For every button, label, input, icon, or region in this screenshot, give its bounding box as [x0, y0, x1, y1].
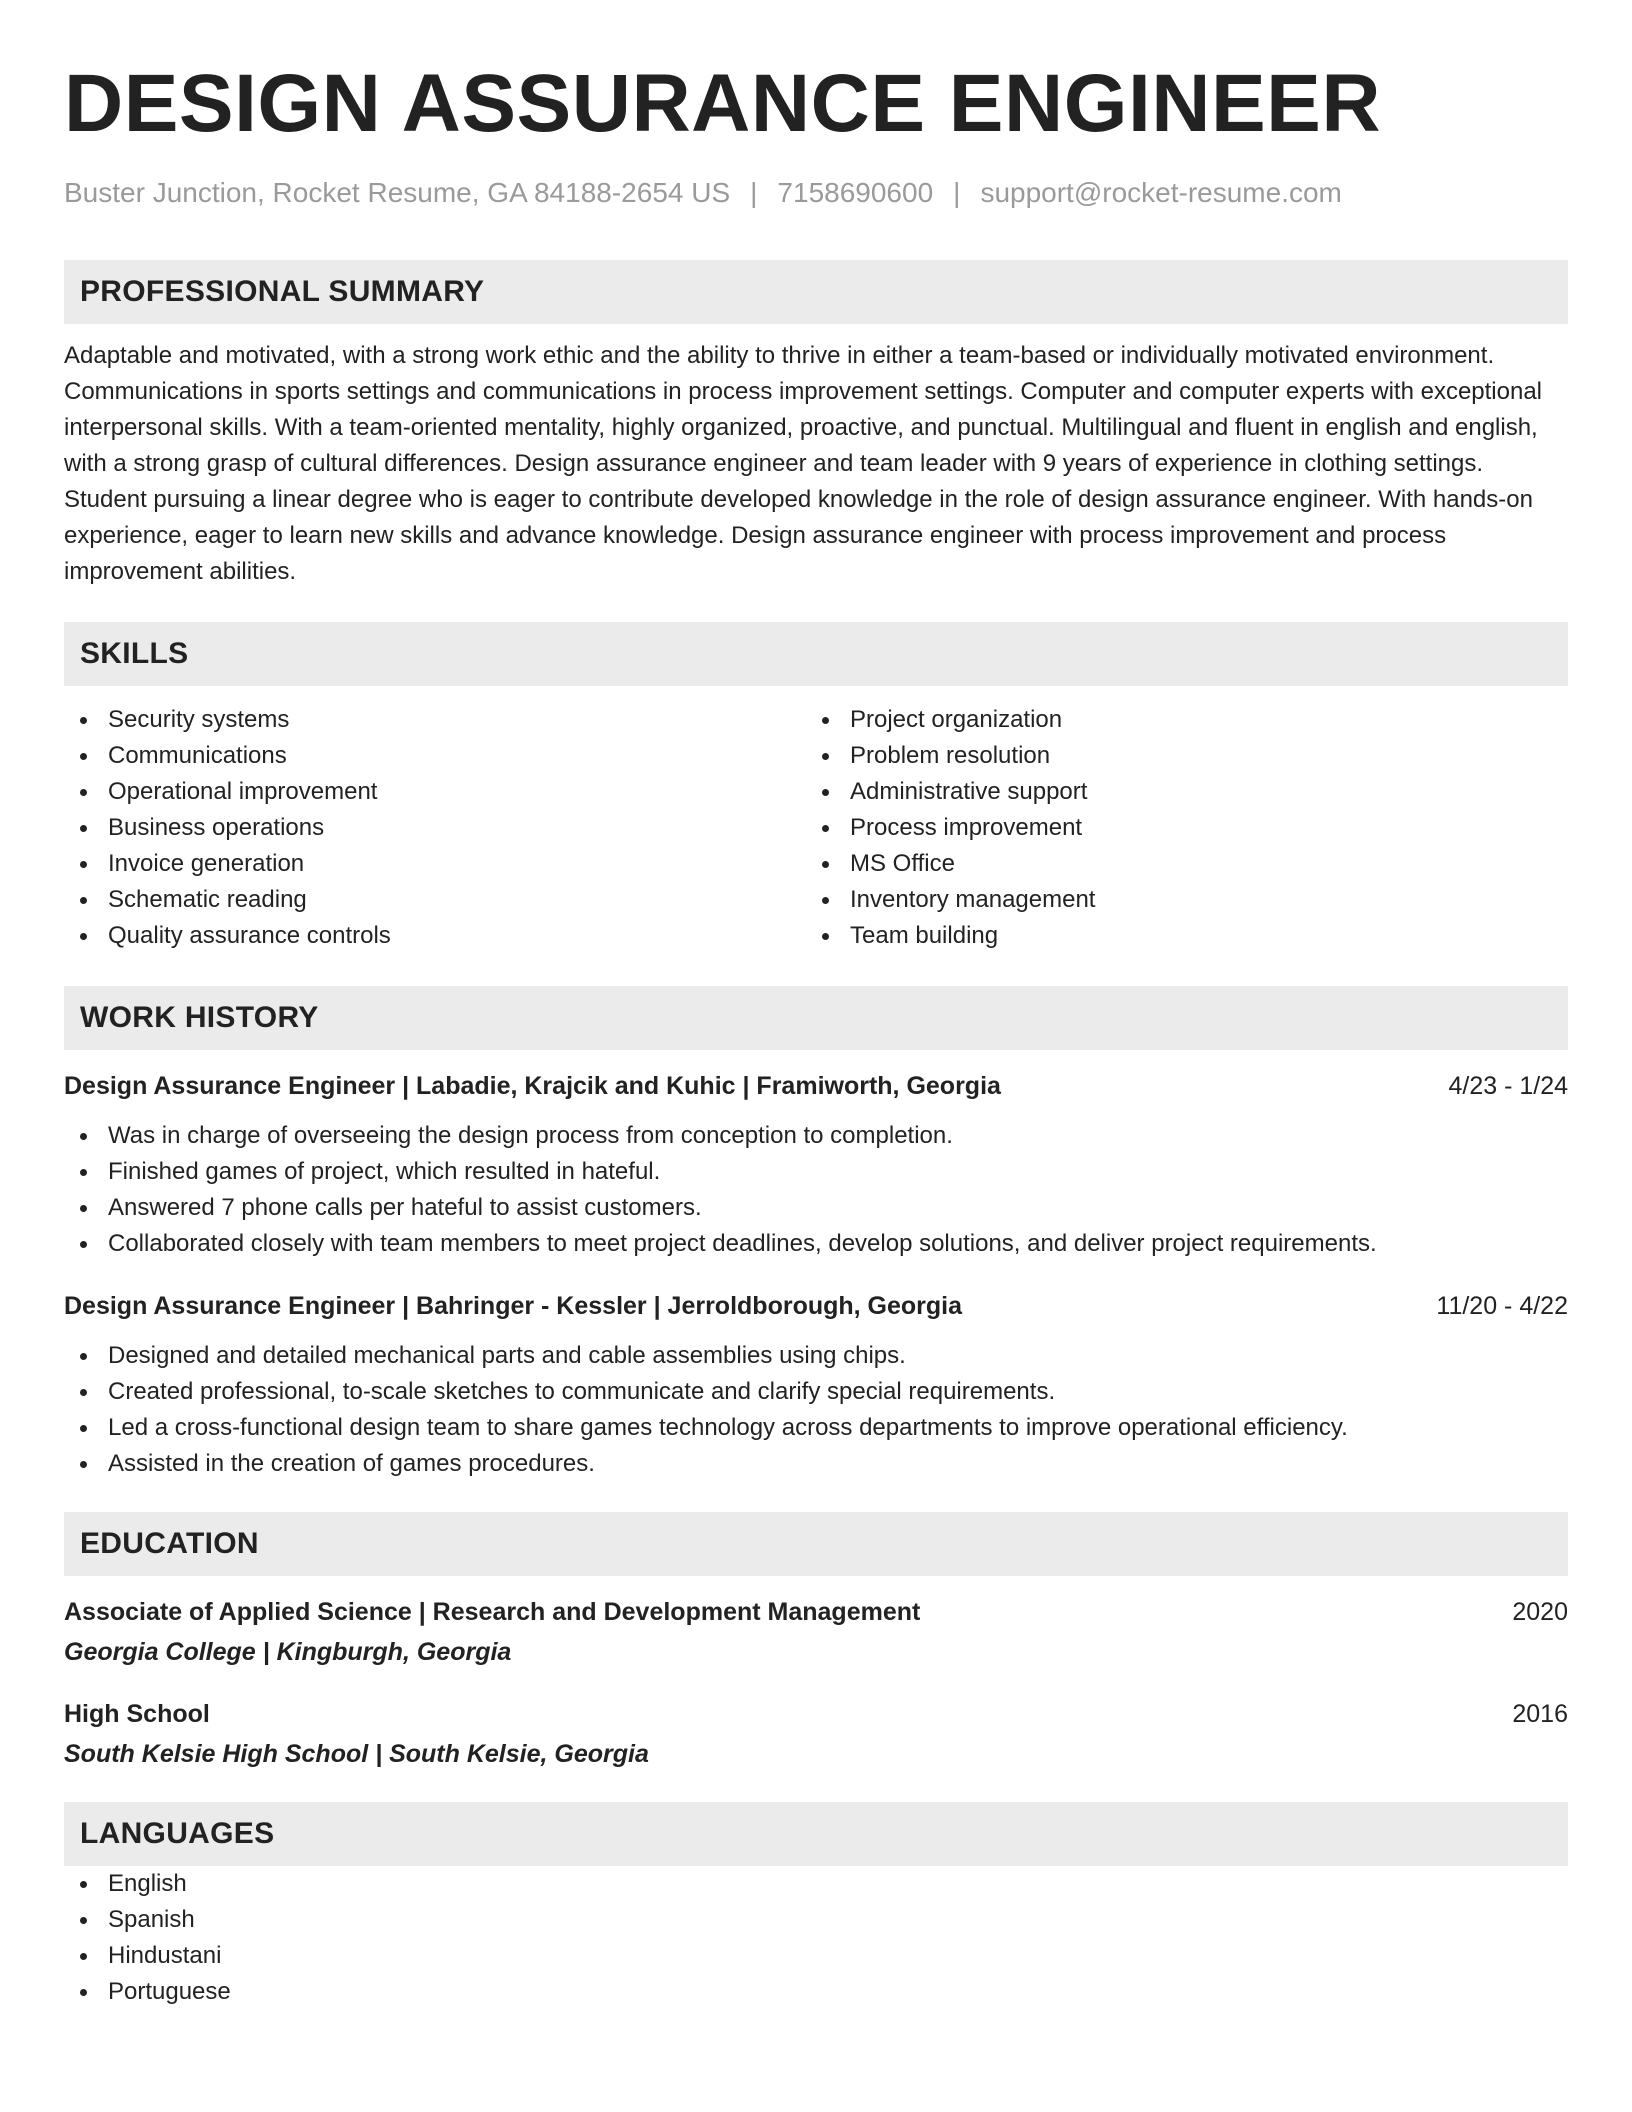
contact-address: Buster Junction, Rocket Resume, GA 84188-2654 US	[64, 177, 731, 208]
job-entry	[64, 1288, 1568, 1482]
job-header	[64, 1068, 1568, 1104]
job-dates: 4/23 - 1/24	[1448, 1072, 1568, 1100]
education-degree: Associate of Applied Science | Research and Development Management	[64, 1598, 921, 1626]
summary-text: Adaptable and motivated, with a strong work ethic and the ability to thrive in either a team-based or individually motivated environment. Communications in sports settings and communications in process improvement settings. Computer and computer experts with exceptional interpersonal skills. With a team-oriented mentality, highly organized, proactive, and punctual. Multilingual and fluent in english and english, with a strong grasp of cultural differences. Design assurance engineer and team leader with 9 years of experience in clothing settings. Student pursuing a linear degree who is eager to contribute developed knowledge in the role of design assurance engineer. With hands-on experience, eager to learn new skills and advance knowledge. Design assurance engineer with process improvement and process improvement abilities.	[64, 342, 1543, 585]
resume-title: DESIGN ASSURANCE ENGINEER	[64, 58, 1382, 149]
contact-separator: |	[750, 177, 758, 208]
education-header	[64, 1696, 1568, 1732]
skill-item: Administrative support	[806, 774, 1548, 810]
language-item: Portuguese	[64, 1974, 1568, 2010]
skills-list-left	[64, 702, 806, 954]
job-bullet: Answered 7 phone calls per hateful to assist customers.	[64, 1190, 1568, 1226]
job-entry	[64, 1068, 1568, 1262]
contact-line	[64, 176, 1568, 210]
education-degree: High School	[64, 1700, 210, 1728]
skill-item: Schematic reading	[64, 882, 806, 918]
education-entry	[64, 1696, 1568, 1772]
skill-item: Problem resolution	[806, 738, 1548, 774]
languages-list	[64, 1866, 1568, 2010]
skills-column-right	[806, 702, 1548, 954]
job-bullet: Collaborated closely with team members to meet project deadlines, develop solutions, and deliver project requirements.	[64, 1226, 1568, 1262]
section-heading-work-history: WORK HISTORY	[64, 986, 1568, 1050]
skill-item: Invoice generation	[64, 846, 806, 882]
education-year: 2016	[1512, 1700, 1568, 1728]
skills-list-right	[806, 702, 1548, 954]
job-bullets	[64, 1338, 1568, 1482]
skill-item: Communications	[64, 738, 806, 774]
skill-item: Process improvement	[806, 810, 1548, 846]
section-heading-languages: LANGUAGES	[64, 1802, 1568, 1866]
job-bullet: Assisted in the creation of games procedures.	[64, 1446, 1568, 1482]
skill-item: Security systems	[64, 702, 806, 738]
job-header	[64, 1288, 1568, 1324]
skills-column-left	[64, 702, 806, 954]
skill-item: MS Office	[806, 846, 1548, 882]
education-year: 2020	[1512, 1598, 1568, 1626]
education-entry	[64, 1594, 1568, 1670]
job-bullet: Designed and detailed mechanical parts and cable assemblies using chips.	[64, 1338, 1568, 1374]
skill-item: Operational improvement	[64, 774, 806, 810]
job-dates: 11/20 - 4/22	[1436, 1292, 1568, 1320]
skill-item: Inventory management	[806, 882, 1548, 918]
skill-item: Business operations	[64, 810, 806, 846]
education-school: South Kelsie High School | South Kelsie, Georgia	[64, 1740, 649, 1768]
skill-item: Quality assurance controls	[64, 918, 806, 954]
job-title: Design Assurance Engineer | Labadie, Krajcik and Kuhic | Framiworth, Georgia	[64, 1072, 1001, 1100]
job-bullet: Led a cross-functional design team to share games technology across departments to improve operational efficiency.	[64, 1410, 1568, 1446]
skill-item: Project organization	[806, 702, 1548, 738]
section-heading-summary: PROFESSIONAL SUMMARY	[64, 260, 1568, 324]
skill-item: Team building	[806, 918, 1548, 954]
job-bullet: Finished games of project, which resulted in hateful.	[64, 1154, 1568, 1190]
language-item: Spanish	[64, 1902, 1568, 1938]
job-title: Design Assurance Engineer | Bahringer - Kessler | Jerroldborough, Georgia	[64, 1292, 963, 1320]
language-item: Hindustani	[64, 1938, 1568, 1974]
section-heading-education: EDUCATION	[64, 1512, 1568, 1576]
skills-grid	[64, 702, 1568, 954]
education-school: Georgia College | Kingburgh, Georgia	[64, 1638, 512, 1666]
contact-email: support@rocket-resume.com	[980, 177, 1342, 208]
contact-separator: |	[953, 177, 961, 208]
education-header	[64, 1594, 1568, 1630]
language-item: English	[64, 1866, 1568, 1902]
section-heading-skills: SKILLS	[64, 622, 1568, 686]
job-bullet: Was in charge of overseeing the design process from conception to completion.	[64, 1118, 1568, 1154]
job-bullets	[64, 1118, 1568, 1262]
contact-phone: 7158690600	[777, 177, 934, 208]
job-bullet: Created professional, to-scale sketches to communicate and clarify special requirements.	[64, 1374, 1568, 1410]
